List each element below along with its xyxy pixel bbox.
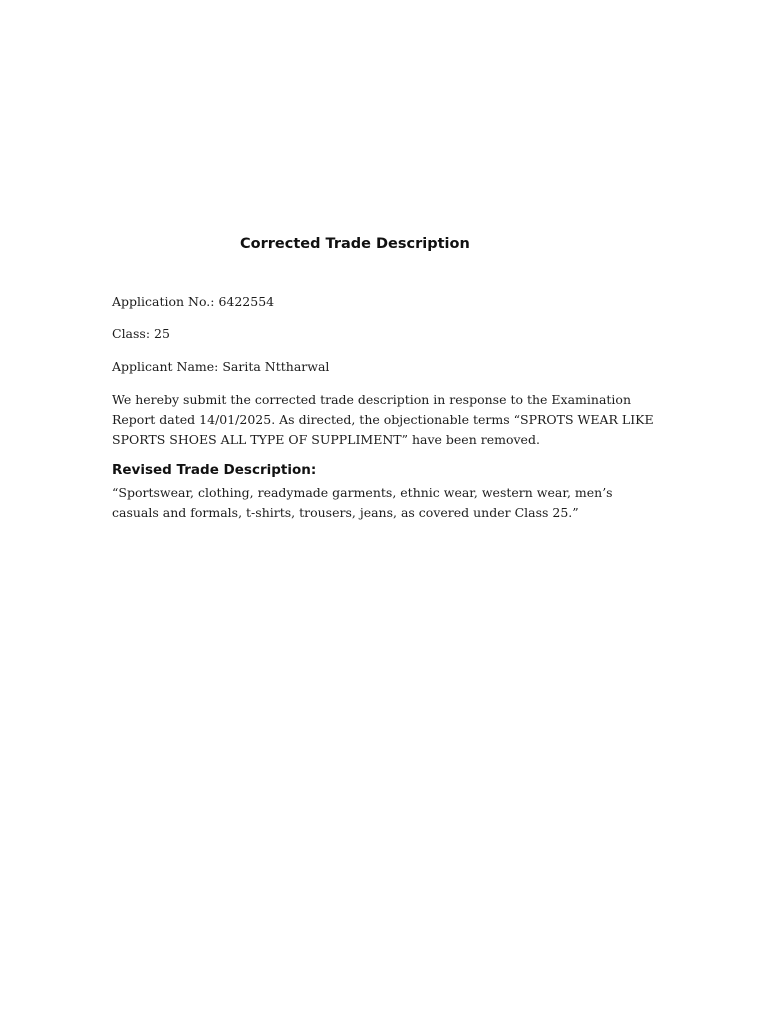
document-title: Corrected Trade Description xyxy=(240,236,470,252)
revised-description-text: “Sportswear, clothing, readymade garments, ethnic wear, western wear, men’s casuals and formals, t-shirts, trousers, jeans, as covered under Class 25.” xyxy=(112,485,613,520)
revised-description-heading: Revised Trade Description: xyxy=(112,462,317,478)
intro-paragraph: We hereby submit the corrected trade description in response to the Examination Report dated 14/01/2025. As directed, the objectionable terms “SPROTS WEAR LIKE SPORTS SHOES ALL TYPE OF SUPPLIMENT” have been removed. xyxy=(112,392,654,447)
applicant-name: Applicant Name: Sarita Nttharwal xyxy=(112,359,330,374)
class-number: Class: 25 xyxy=(112,326,170,341)
application-number: Application No.: 6422554 xyxy=(112,294,275,309)
